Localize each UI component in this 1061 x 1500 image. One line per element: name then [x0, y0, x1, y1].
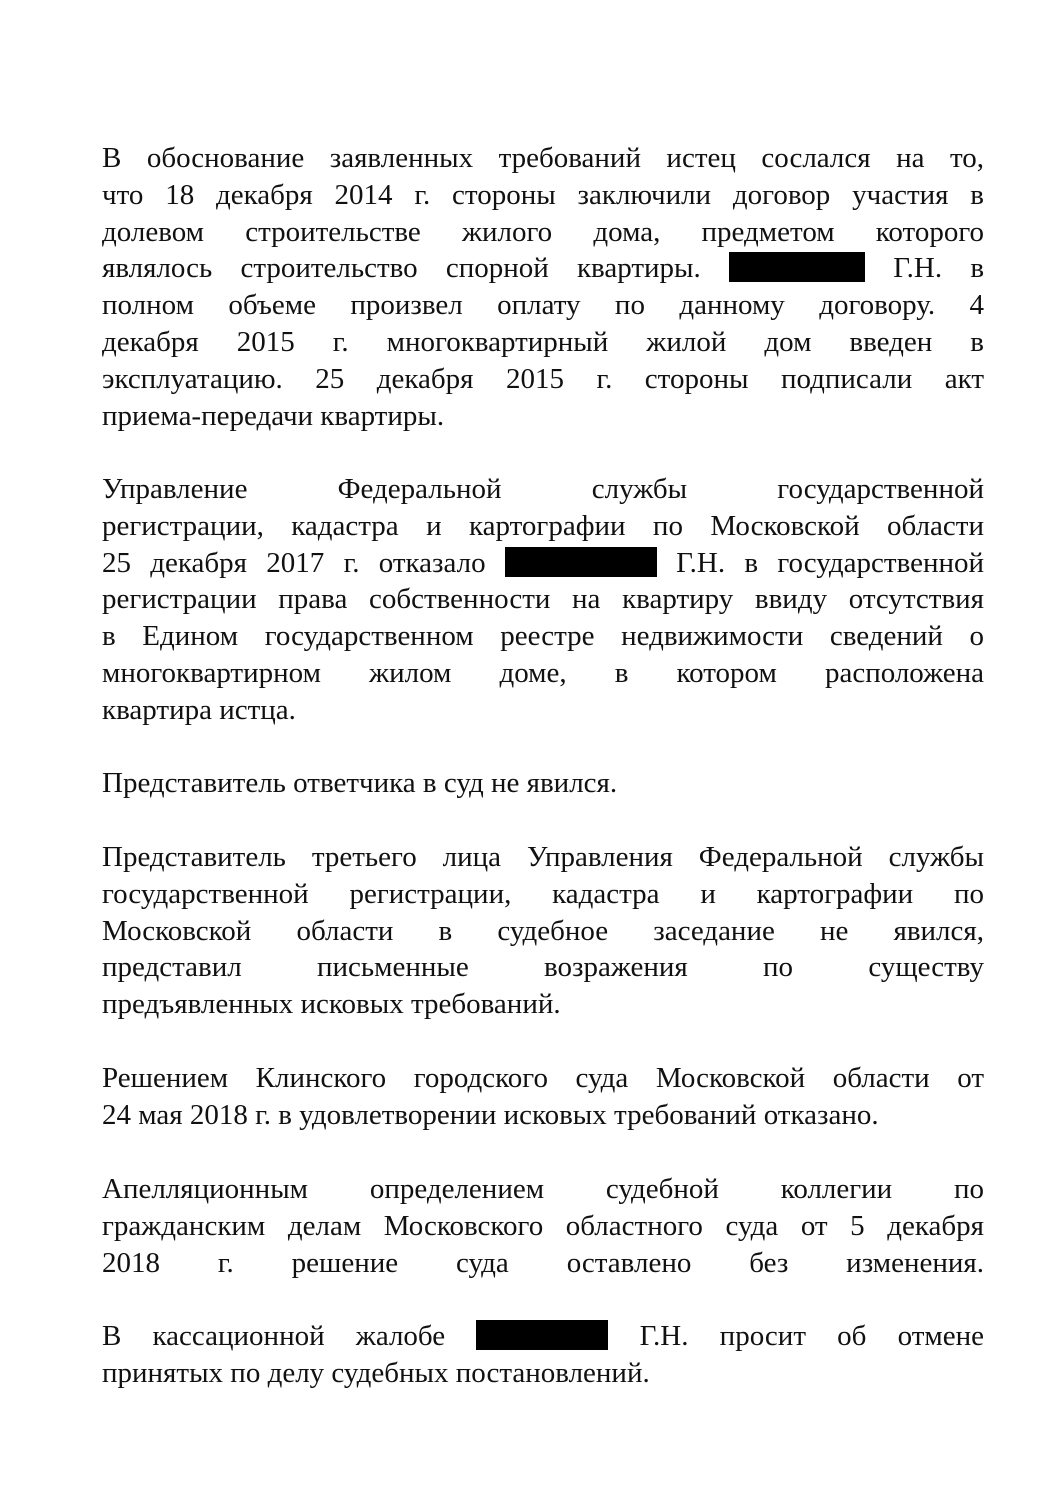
text-line: 24 мая 2018 г. в удовлетворении исковых требований отказано. [102, 1098, 879, 1131]
text-fragment: Г.Н. в [893, 252, 985, 285]
redaction-box [729, 252, 865, 282]
redaction-box [476, 1320, 608, 1350]
text-line-with-redaction [102, 545, 984, 582]
paragraph-7 [102, 1318, 984, 1392]
text-line: Представитель ответчика в суд не явился. [102, 767, 618, 799]
text-line: декабря 2015 г. многоквартирный жилой дом введен в [102, 325, 984, 358]
text-line: Представитель третьего лица Управления Федеральной службы [102, 841, 984, 873]
paragraph-6 [102, 1171, 984, 1281]
text-line-with-redaction [102, 1318, 984, 1355]
text-fragment: 25 декабря 2017 г. отказало [102, 546, 486, 579]
text-line: эксплуатацию. 25 декабря 2015 г. стороны подписали акт [102, 362, 984, 395]
text-line: что 18 декабря 2014 г. стороны заключили договор участия в [102, 178, 984, 211]
text-line: долевом строительстве жилого дома, предметом которого [102, 215, 984, 248]
text-line: Апелляционным определением судебной коллегии по [102, 1173, 984, 1205]
text-line: принятых по делу судебных постановлений. [102, 1356, 650, 1389]
paragraph-5 [102, 1060, 984, 1134]
paragraph-4 [102, 839, 984, 1023]
text-line: предъявленных исковых требований. [102, 988, 561, 1021]
paragraph-2 [102, 471, 984, 729]
paragraph-3 [102, 765, 984, 802]
text-fragment: Г.Н. просит об отмене [639, 1320, 985, 1352]
text-line: многоквартирном жилом доме, в котором расположена [102, 656, 984, 689]
text-line-with-redaction [102, 250, 984, 287]
text-line: полном объеме произвел оплату по данному договору. 4 [102, 289, 984, 322]
text-line: Московской области в судебное заседание не явился, [102, 914, 984, 947]
text-line: приема-передачи квартиры. [102, 399, 445, 432]
text-line: гражданским делам Московского областного суда от 5 декабря [102, 1209, 984, 1242]
text-line: в Едином государственном реестре недвижимости сведений о [102, 620, 984, 653]
text-line: Решением Клинского городского суда Московской области от [102, 1062, 984, 1094]
text-fragment: являлось строительство спорной квартиры. [102, 252, 701, 285]
text-fragment: В кассационной жалобе [102, 1320, 446, 1352]
text-line: представил письменные возражения по существу [102, 951, 984, 984]
paragraph-1 [102, 140, 984, 434]
text-line: регистрации, кадастра и картографии по Московской области [102, 509, 984, 542]
text-fragment: Г.Н. в государственной [676, 546, 985, 579]
text-line: государственной регистрации, кадастра и картографии по [102, 877, 984, 910]
text-line: В обоснование заявленных требований истец сослался на то, [102, 142, 984, 174]
text-line: квартира истца. [102, 693, 296, 726]
text-line: Управление Федеральной службы государственной [102, 473, 984, 505]
redaction-box [505, 547, 657, 577]
text-line: регистрации права собственности на квартиру ввиду отсутствия [102, 583, 984, 616]
text-line: 2018 г. решение суда оставлено без изменения. [102, 1246, 984, 1279]
